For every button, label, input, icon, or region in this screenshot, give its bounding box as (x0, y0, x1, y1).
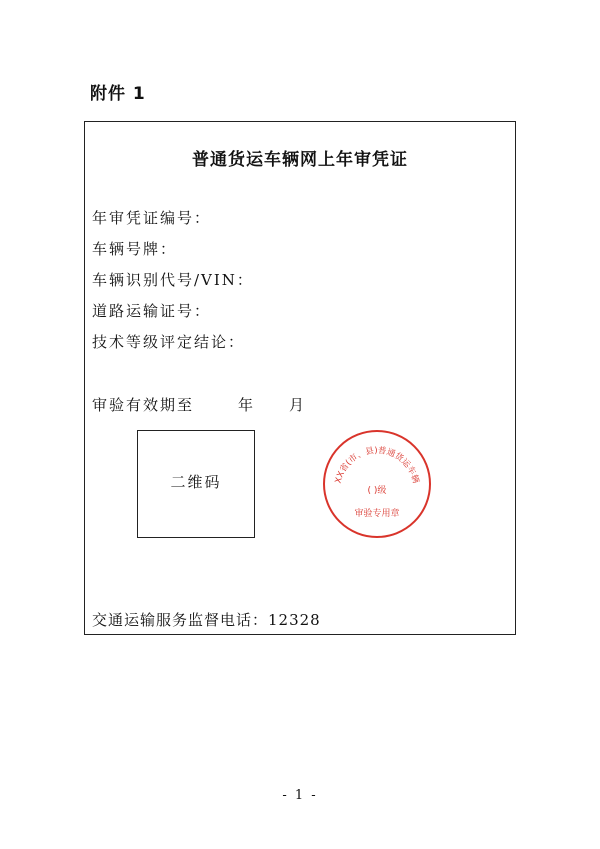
validity-prefix: 审验有效期至 (92, 396, 195, 414)
official-seal-icon (321, 428, 433, 540)
seal-arc-text: XX省(市、县)普通货运车辆 (333, 445, 421, 485)
validity-month-unit: 月 (289, 396, 307, 414)
validity-line (92, 394, 306, 415)
attachment-label: 附件 1 (90, 84, 146, 104)
grade-field: 技术等级评定结论： (92, 333, 246, 351)
qr-code-label: 二维码 (170, 473, 222, 491)
certificate-box (84, 121, 516, 635)
seal-bottom-text: 审验专用章 (354, 509, 400, 519)
certificate-title: 普通货运车辆网上年审凭证 (192, 150, 408, 170)
service-hotline: 交通运输服务监督电话：12328 (92, 611, 321, 629)
vin-field: 车辆识别代号/VIN： (92, 271, 254, 289)
page-number: - 1 - (282, 788, 318, 803)
cert-number-field: 年审凭证编号： (92, 209, 212, 227)
svg-text:XX省(市、县)普通货运车辆 (334, 445, 422, 485)
plate-field: 车辆号牌： (92, 240, 178, 258)
transport-permit-field: 道路运输证号： (92, 302, 212, 320)
qr-code-placeholder (137, 430, 255, 538)
seal-grade-text: ( )级 (367, 486, 387, 496)
validity-year-unit: 年 (238, 396, 256, 414)
